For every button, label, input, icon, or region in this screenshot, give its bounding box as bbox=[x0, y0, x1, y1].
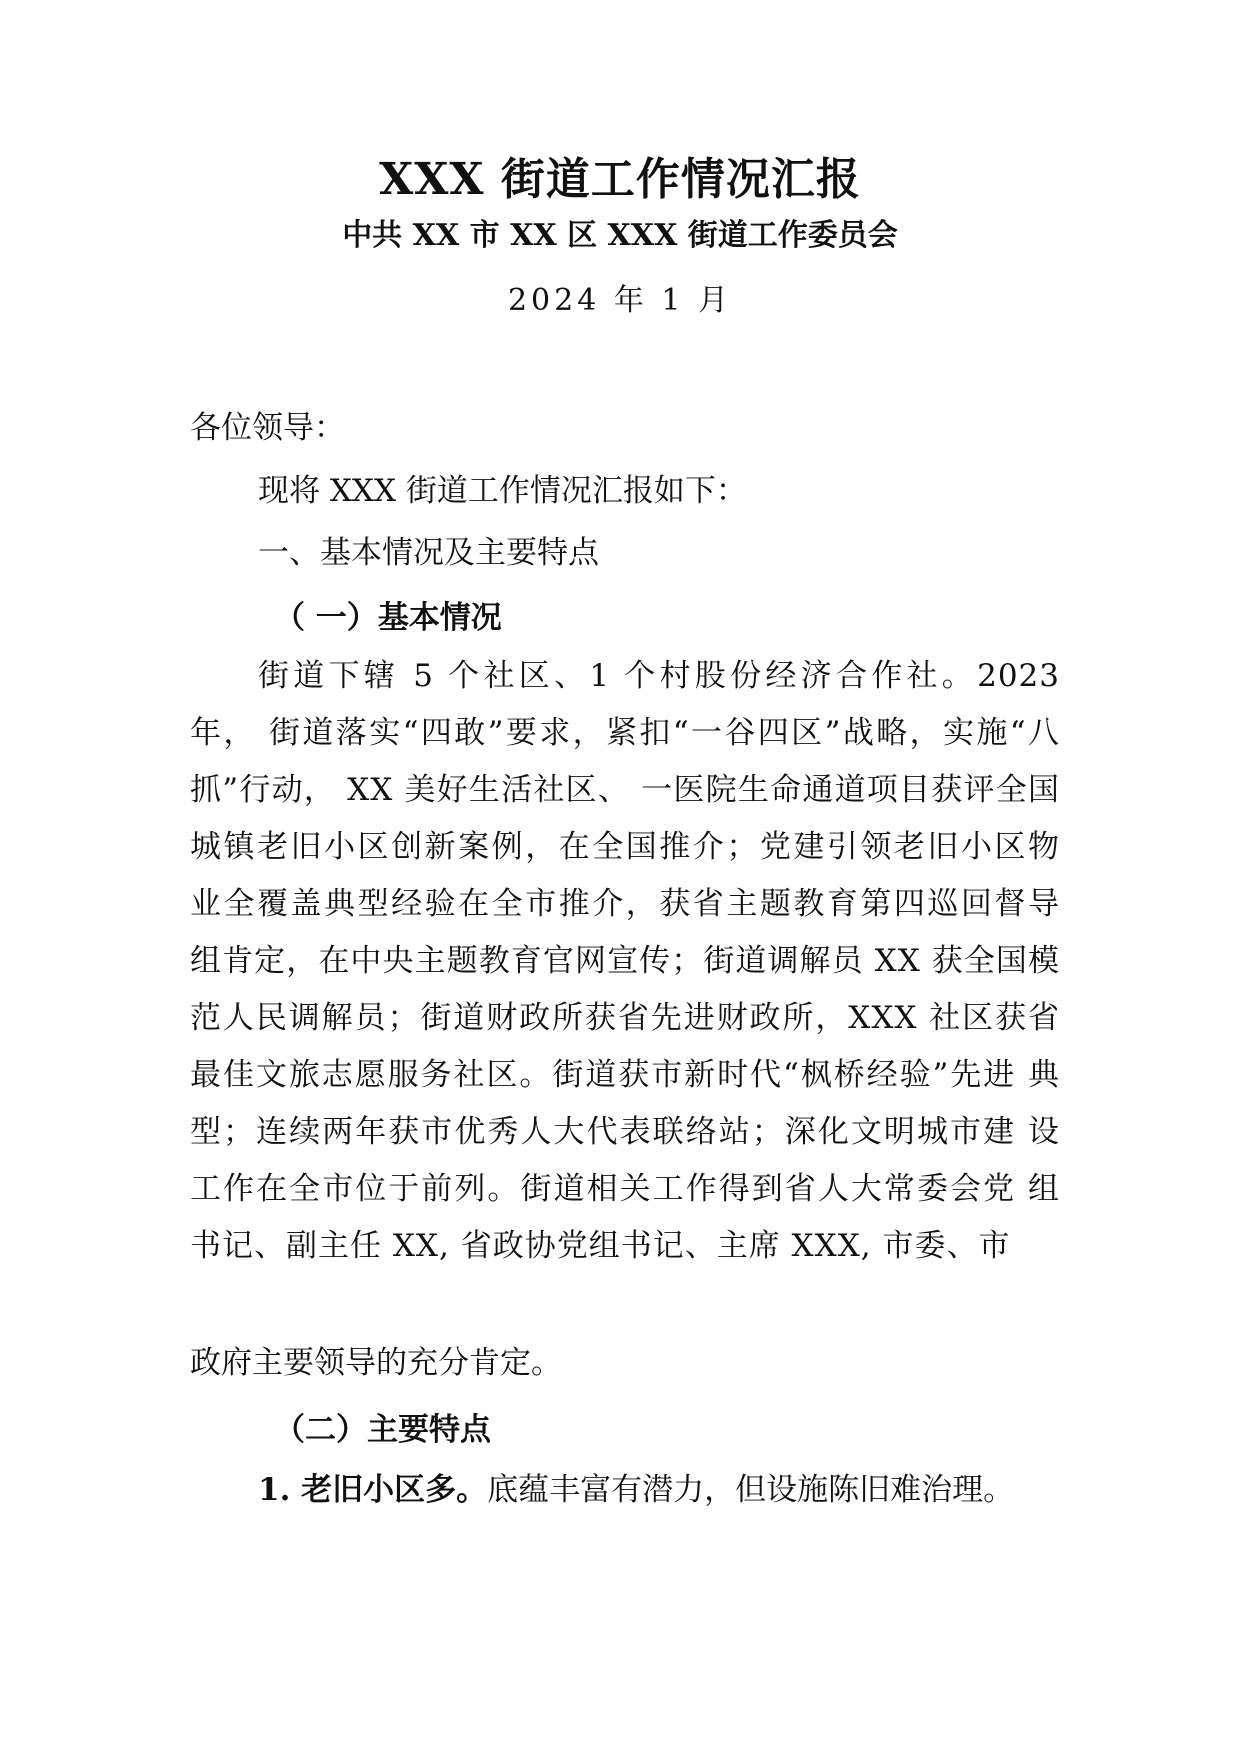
item-1-lead: 1. 老旧小区多。 bbox=[258, 1472, 488, 1508]
subsection-1-heading: （ 一）基本情况 bbox=[274, 600, 502, 636]
document-title: XXX 街道工作情况汇报 bbox=[379, 154, 861, 205]
subsection-2-heading: （二）主要特点 bbox=[274, 1412, 491, 1448]
document-date: 2024 年 1 月 bbox=[507, 283, 733, 318]
item-1 bbox=[190, 1462, 1128, 1519]
item-1-text: 底蕴丰富有潜力，但设施陈旧难治理。 bbox=[487, 1472, 1015, 1508]
subsection-1-body-tail: 政府主要领导的充分肯定。 bbox=[190, 1345, 562, 1381]
issuer-line: 中共 XX 市 XX 区 XXX 街道工作委员会 bbox=[342, 218, 898, 253]
subsection-1-body: 街道下辖 5 个社区、1 个村股份经济合作社。2023 年， 街道落实“四敢”要求，紧扣“一谷四区”战略，实施“八 抓”行动， XX 美好生活社区、 一医院生命通道项目获评全国 城镇老旧小区创新案例，在全国推介；党建引领老旧小区物 业全覆盖典型经验在全市推介，获省主题教育第四巡回督导 组肯定，在中央主题教育官网宣传；街道调解员 XX 获全国模 范人民调解员；街道财政所获省先进财政所，XXX 社区获省 最佳文旅志愿服务社区。街道获市新时代“枫桥经验”先进 典型；连续两年获市优秀人大代表联络站；深化文明城市建 设工作在全市位于前列。街道相关工作得到省人大常委会党 组书记、副主任 XX, 省政协党组书记、主席 XXX, 市委、市 bbox=[190, 658, 1060, 1264]
section-1-heading: 一、基本情况及主要特点 bbox=[258, 535, 599, 571]
intro-paragraph: 现将 XXX 街道工作情况汇报如下： bbox=[258, 473, 747, 509]
salutation: 各位领导： bbox=[190, 410, 345, 446]
